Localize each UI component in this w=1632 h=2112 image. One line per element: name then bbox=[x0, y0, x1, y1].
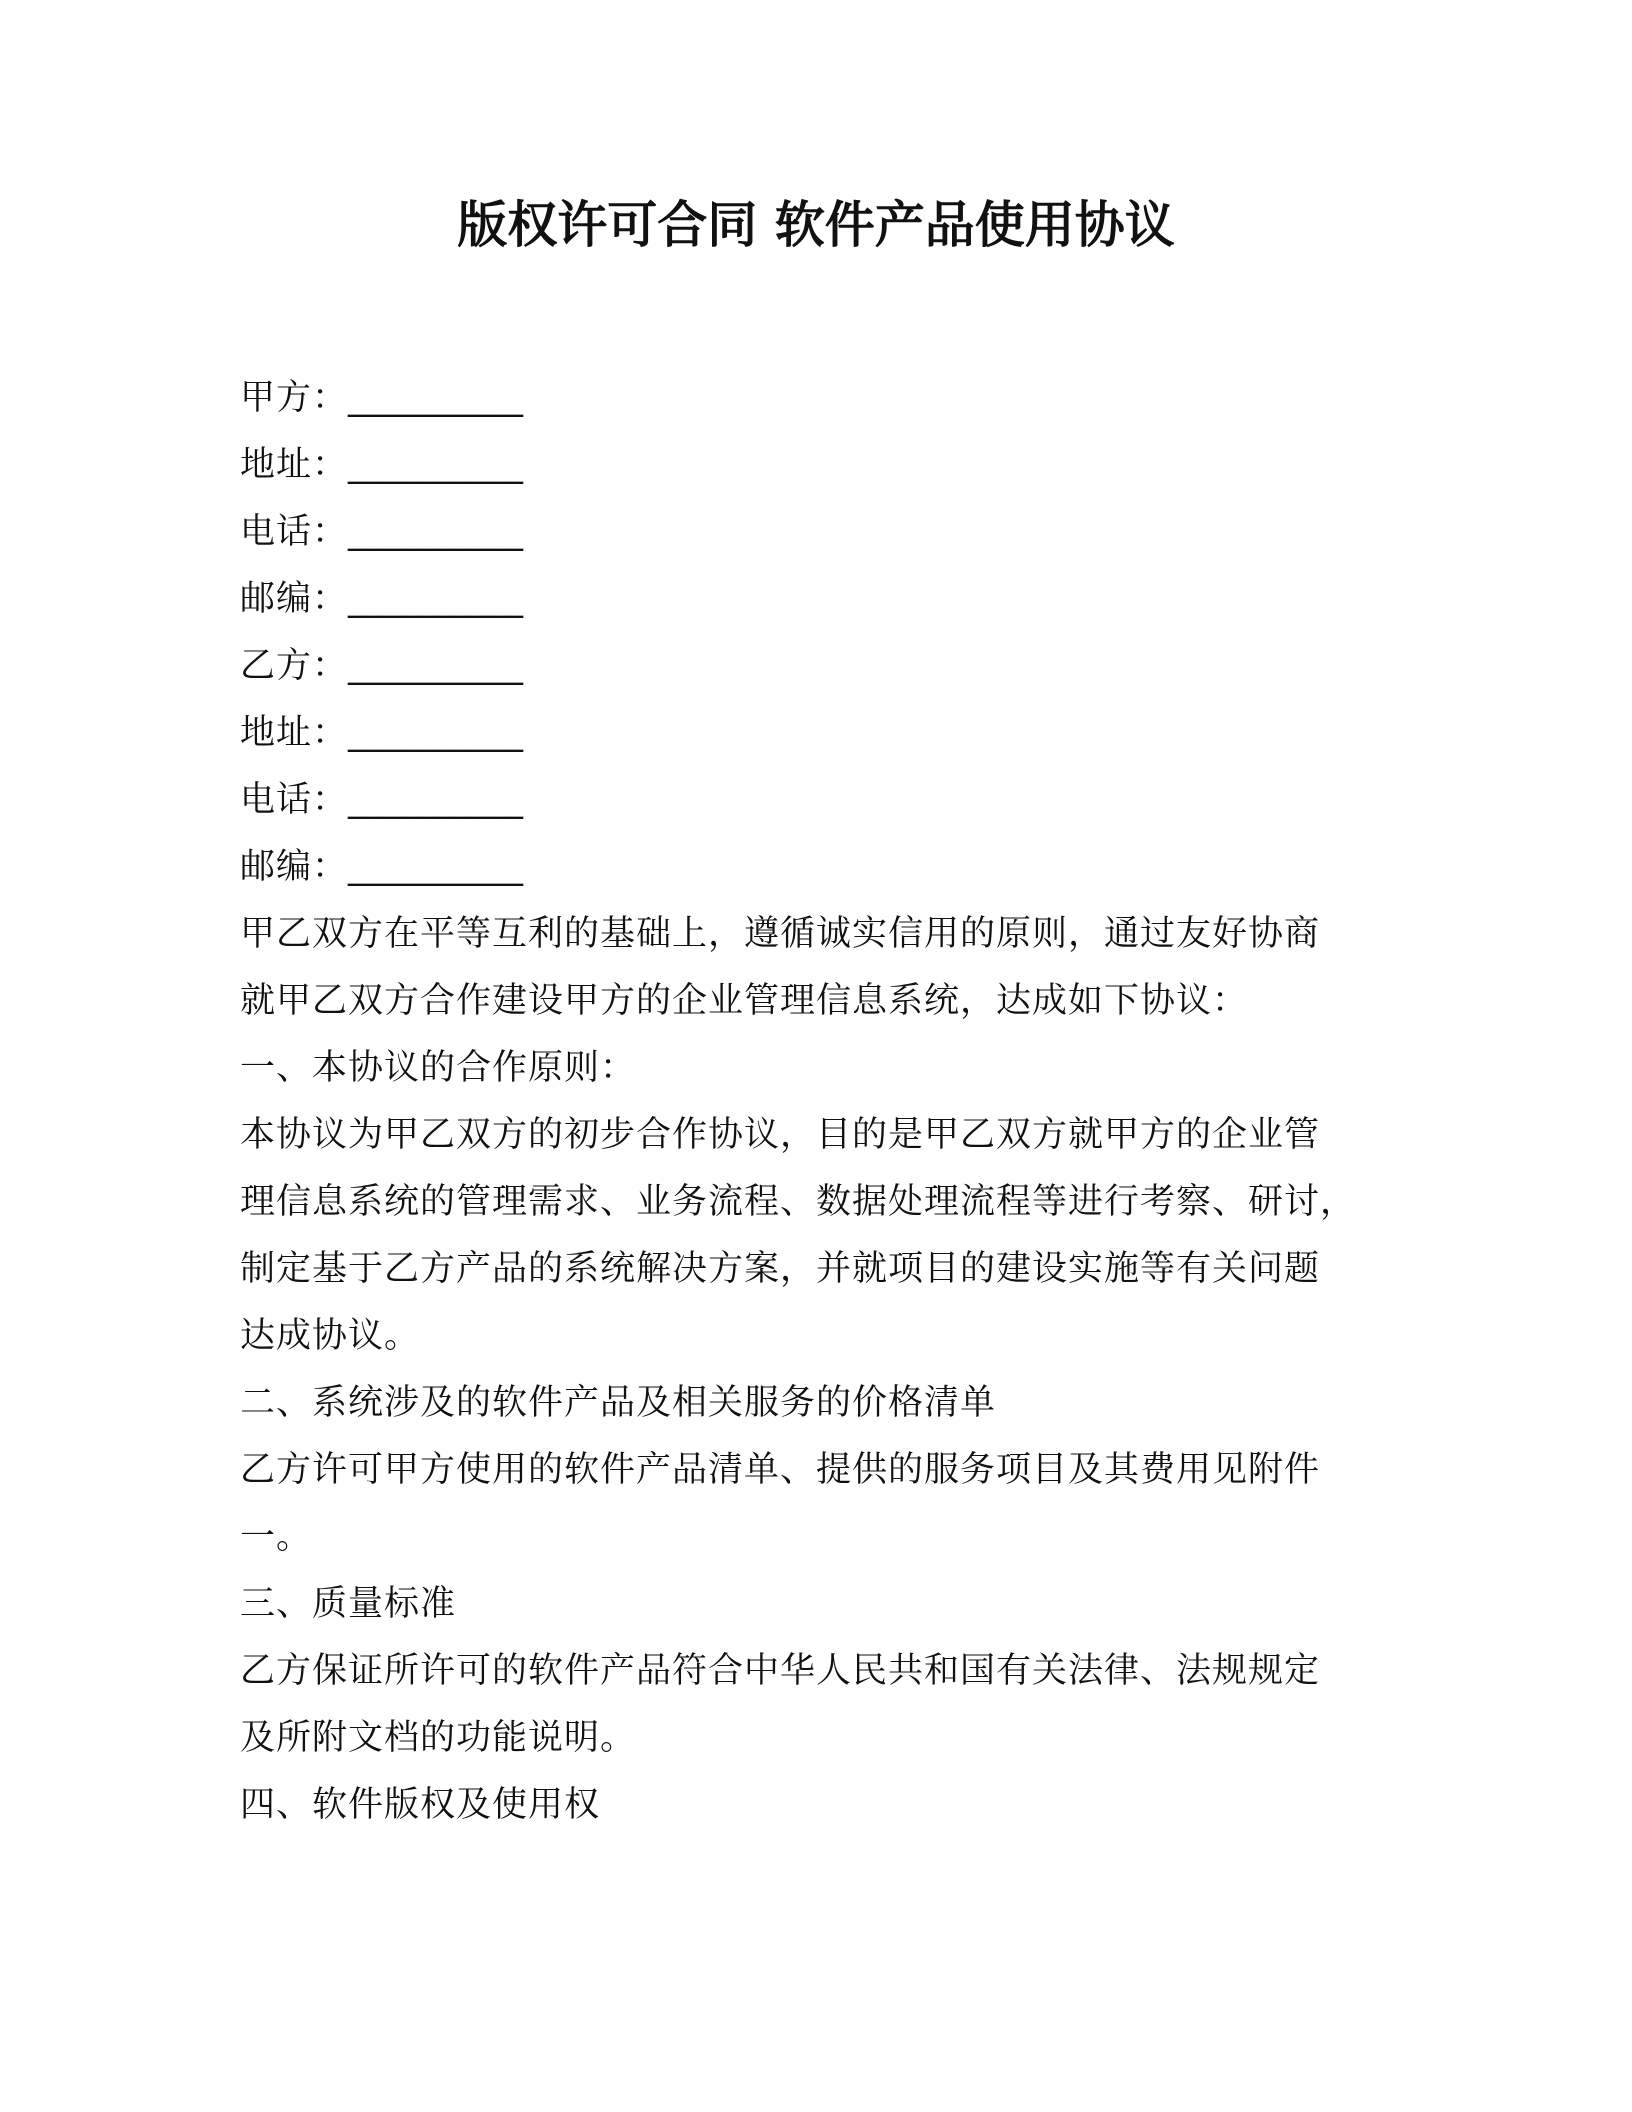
party-field bbox=[240, 834, 1400, 901]
field-blank: __________ bbox=[348, 579, 524, 619]
section-line: 及所附文档的功能说明。 bbox=[240, 1718, 637, 1758]
document-body bbox=[240, 365, 1400, 1839]
field-blank: __________ bbox=[348, 445, 524, 485]
field-blank: __________ bbox=[348, 847, 524, 887]
party-field bbox=[240, 700, 1400, 767]
section-heading: 一、本协议的合作原则： bbox=[240, 1048, 637, 1088]
field-blank: __________ bbox=[348, 780, 524, 820]
section-heading: 二、系统涉及的软件产品及相关服务的价格清单 bbox=[240, 1383, 997, 1423]
party-field bbox=[240, 633, 1400, 700]
section-heading: 三、质量标准 bbox=[240, 1584, 457, 1624]
intro-line: 甲乙双方在平等互利的基础上，遵循诚实信用的原则，通过友好协商 bbox=[240, 914, 1321, 954]
section-line: 一。 bbox=[240, 1517, 313, 1557]
field-label: 乙方： bbox=[240, 646, 349, 686]
field-blank: __________ bbox=[348, 378, 524, 418]
section-line: 制定基于乙方产品的系统解决方案，并就项目的建设实施等有关问题 bbox=[240, 1249, 1321, 1289]
field-label: 电话： bbox=[240, 780, 349, 820]
field-label: 地址： bbox=[240, 713, 349, 753]
section-heading: 四、软件版权及使用权 bbox=[240, 1785, 601, 1825]
field-label: 邮编： bbox=[240, 847, 349, 887]
document-title: 版权许可合同 软件产品使用协议 bbox=[457, 196, 1175, 254]
field-label: 邮编： bbox=[240, 579, 349, 619]
party-field bbox=[240, 365, 1400, 432]
field-blank: __________ bbox=[348, 713, 524, 753]
section-line: 乙方许可甲方使用的软件产品清单、提供的服务项目及其费用见附件 bbox=[240, 1450, 1321, 1490]
field-blank: __________ bbox=[348, 512, 524, 552]
party-field bbox=[240, 432, 1400, 499]
field-label: 地址： bbox=[240, 445, 349, 485]
section-line: 本协议为甲乙双方的初步合作协议，目的是甲乙双方就甲方的企业管 bbox=[240, 1115, 1321, 1155]
intro-line: 就甲乙双方合作建设甲方的企业管理信息系统，达成如下协议： bbox=[240, 981, 1249, 1021]
party-field bbox=[240, 767, 1400, 834]
section-line: 理信息系统的管理需求、业务流程、数据处理流程等进行考察、研讨， bbox=[240, 1182, 1357, 1222]
field-blank: __________ bbox=[348, 646, 524, 686]
party-field bbox=[240, 566, 1400, 633]
section-line: 达成协议。 bbox=[240, 1316, 421, 1356]
section-line: 乙方保证所许可的软件产品符合中华人民共和国有关法律、法规规定 bbox=[240, 1651, 1321, 1691]
field-label: 甲方： bbox=[240, 378, 349, 418]
field-label: 电话： bbox=[240, 512, 349, 552]
party-field bbox=[240, 499, 1400, 566]
